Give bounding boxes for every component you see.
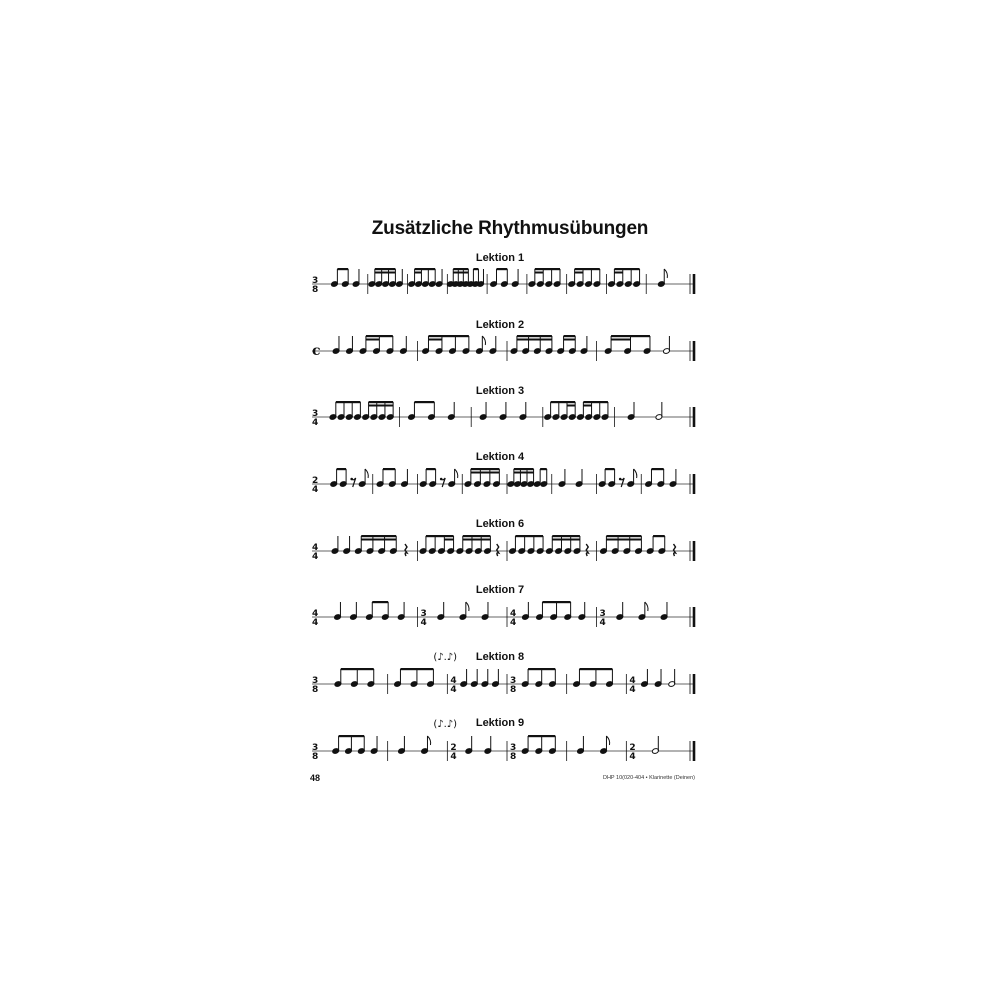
note-beam-secondary: [606, 539, 618, 541]
time-signature-bottom: 4: [450, 752, 457, 762]
note-beam: [336, 401, 361, 403]
rhythm-annotation: (♪.♪): [433, 719, 458, 730]
note-beam-secondary: [480, 472, 490, 474]
note-beam-secondary: [517, 339, 529, 341]
note-beam-secondary: [552, 539, 561, 541]
note-beam: [605, 468, 615, 470]
note-beam: [540, 468, 547, 470]
note-beam-secondary: [535, 272, 543, 274]
note-beam: [517, 335, 552, 337]
note-beam-secondary: [614, 272, 622, 274]
note-beam: [400, 668, 433, 670]
time-signature-bottom: 4: [312, 618, 319, 628]
note-beam-secondary: [375, 272, 382, 274]
note-beam-secondary: [561, 539, 570, 541]
note-beam: [337, 468, 347, 470]
note-beam-secondary: [361, 539, 373, 541]
time-signature-top: 4: [312, 543, 319, 553]
time-signature-top: 4: [312, 609, 319, 619]
time-signature-bottom: 4: [629, 752, 636, 762]
time-signature-bottom: 4: [599, 618, 606, 628]
time-signature-top: 4: [510, 609, 517, 619]
staff-lektion-6: [312, 601, 694, 628]
note-beam-secondary: [472, 539, 481, 541]
time-signature-bottom: 8: [312, 752, 319, 762]
staff-lektion-8: [312, 719, 694, 762]
lesson-label-8: Lektion 8: [475, 651, 525, 663]
note-beam: [542, 601, 570, 603]
time-signature-bottom: 4: [420, 618, 427, 628]
note-beam-secondary: [514, 472, 521, 474]
note-beam: [361, 535, 396, 537]
note-beam: [471, 468, 500, 470]
note-beam: [528, 735, 555, 737]
quarter-rest: [586, 544, 588, 556]
time-signature-top: 2: [312, 476, 319, 486]
note-beam: [339, 735, 365, 737]
time-signature-bottom: 4: [312, 485, 319, 495]
note-beam: [463, 535, 491, 537]
note-beam: [653, 535, 665, 537]
time-signature-top: 4: [450, 676, 457, 686]
note-beam-secondary: [520, 472, 527, 474]
note-beam: [611, 335, 650, 337]
quarter-rest: [405, 544, 407, 556]
page-title: Zusätzliche Rhythmusübungen: [371, 218, 649, 239]
note-beam-secondary: [373, 539, 385, 541]
note-beam-secondary: [458, 272, 463, 274]
note-beam-secondary: [583, 405, 591, 407]
note-beam-secondary: [385, 405, 393, 407]
note-beam-secondary: [453, 272, 458, 274]
note-beam-secondary: [463, 272, 468, 274]
note-beam-secondary: [415, 272, 422, 274]
time-signature-top: 3: [510, 743, 517, 753]
time-signature-top: 3: [312, 676, 319, 686]
note-beam: [369, 401, 394, 403]
note-beam: [614, 268, 639, 270]
time-signature-bottom: 8: [510, 685, 517, 695]
time-signature-bottom: 4: [629, 685, 636, 695]
note-beam: [414, 401, 434, 403]
note-beam-secondary: [428, 339, 441, 341]
note-beam-secondary: [575, 272, 583, 274]
note-beam-secondary: [618, 539, 630, 541]
note-beam: [579, 668, 612, 670]
staff-lektion-2: [312, 335, 694, 361]
note-beam-secondary: [611, 339, 630, 341]
staff-lektion-4: [312, 468, 694, 495]
note-beam: [651, 468, 663, 470]
time-signature-top: 3: [420, 609, 427, 619]
note-beam: [375, 268, 396, 270]
note-beam: [496, 268, 507, 270]
eighth-rest-dot: [440, 478, 443, 481]
note-beam-secondary: [377, 405, 385, 407]
staff-layer: [312, 268, 694, 762]
time-signature-top: 3: [312, 743, 319, 753]
quarter-rest: [497, 544, 499, 556]
note-beam: [515, 535, 543, 537]
note-beam-secondary: [571, 539, 580, 541]
time-signature-bottom: 4: [510, 618, 517, 628]
note-beam-secondary: [527, 472, 534, 474]
note-beam: [552, 535, 580, 537]
note-beam-secondary: [564, 339, 576, 341]
time-signature-top: 3: [312, 276, 319, 286]
note-beam-secondary: [385, 539, 397, 541]
note-beam: [583, 401, 608, 403]
note-beam-secondary: [366, 339, 379, 341]
time-signature-bottom: 4: [450, 685, 457, 695]
note-beam-secondary: [369, 405, 377, 407]
note-beam: [383, 468, 395, 470]
note-beam: [551, 401, 576, 403]
note-beam: [426, 535, 454, 537]
time-signature-bottom: 8: [312, 285, 319, 295]
lesson-label-6: Lektion 6: [475, 518, 525, 530]
quarter-rest: [674, 544, 676, 556]
time-signature-bottom: 4: [312, 552, 319, 562]
time-signature-top: 3: [312, 409, 319, 419]
note-beam: [473, 268, 478, 270]
rhythm-annotation: (♪.♪): [433, 652, 458, 663]
time-signature: c: [312, 343, 321, 359]
note-beam-secondary: [490, 472, 500, 474]
staff-lektion-1: [312, 268, 694, 295]
staff-lektion-3: [312, 401, 694, 428]
lesson-label-7: Lektion 7: [475, 584, 525, 596]
lesson-label-4: Lektion 4: [475, 451, 525, 463]
note-beam: [341, 668, 374, 670]
note-beam: [514, 468, 534, 470]
note-beam: [337, 268, 348, 270]
note-beam: [366, 335, 393, 337]
page-number: 48: [310, 773, 321, 783]
note-beam: [372, 601, 388, 603]
note-beam: [453, 268, 468, 270]
note-beam-secondary: [471, 472, 481, 474]
time-signature-bottom: 8: [510, 752, 517, 762]
note-beam-secondary: [463, 539, 472, 541]
time-signature-top: 3: [510, 676, 517, 686]
eighth-rest-dot: [619, 478, 622, 481]
lesson-label-1: Lektion 1: [475, 252, 525, 264]
lesson-label-9: Lektion 9: [475, 717, 525, 729]
time-signature-top: 4: [629, 676, 636, 686]
note-beam-secondary: [540, 339, 552, 341]
note-beam-secondary: [382, 272, 389, 274]
lesson-label-2: Lektion 2: [475, 319, 525, 331]
time-signature-bottom: 8: [312, 685, 319, 695]
footer-credit: DHP 10(020-404 • Klarinette (Deinen): [602, 775, 695, 781]
eighth-rest-dot: [350, 478, 353, 481]
note-beam: [606, 535, 641, 537]
note-beam: [575, 268, 600, 270]
note-beam: [415, 268, 436, 270]
note-beam-secondary: [567, 405, 575, 407]
note-beam: [528, 668, 555, 670]
note-beam-secondary: [481, 539, 490, 541]
staff-lektion-5: [312, 535, 694, 562]
note-beam: [564, 335, 576, 337]
note-beam-secondary: [630, 539, 642, 541]
time-signature-top: 2: [629, 743, 636, 753]
note-beam: [535, 268, 560, 270]
lesson-label-3: Lektion 3: [475, 385, 525, 397]
time-signature-bottom: 4: [312, 418, 319, 428]
note-beam-secondary: [389, 272, 396, 274]
note-beam: [428, 335, 468, 337]
time-signature-top: 2: [450, 743, 457, 753]
note-beam-secondary: [444, 539, 453, 541]
staff-lektion-7: [312, 652, 694, 695]
note-beam-secondary: [529, 339, 541, 341]
time-signature-top: 3: [599, 609, 606, 619]
note-beam: [426, 468, 436, 470]
